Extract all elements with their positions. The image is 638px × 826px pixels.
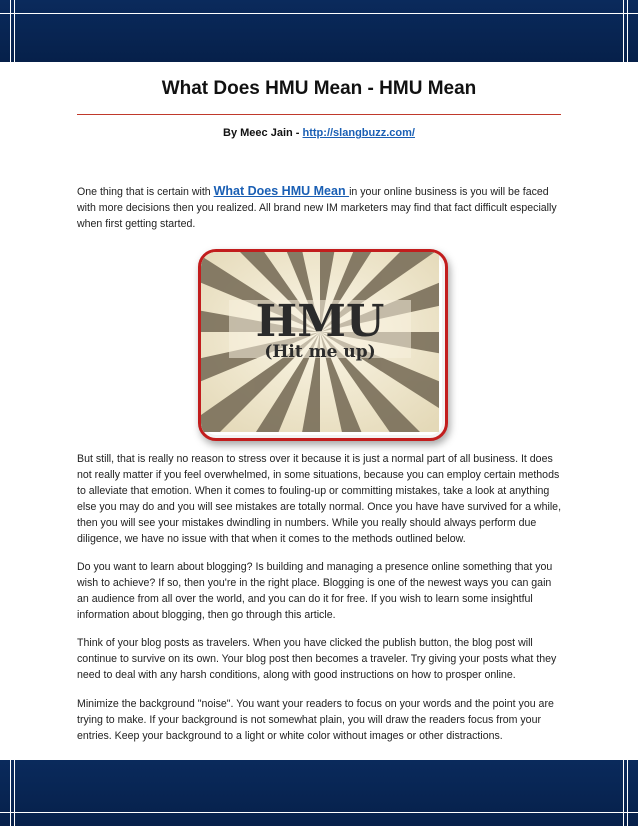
border-line-right-inner <box>623 0 624 826</box>
byline-link[interactable]: http://slangbuzz.com/ <box>302 127 415 139</box>
logo-text: HMU <box>255 296 385 347</box>
page-title: What Does HMU Mean - HMU Mean <box>161 78 477 99</box>
border-line-right-outer <box>627 0 628 826</box>
footer-band <box>0 760 638 826</box>
border-line-left-inner <box>14 0 15 826</box>
border-line-bottom <box>0 812 638 813</box>
intro-paragraph <box>77 183 563 232</box>
paragraph-text-4: Minimize the background "noise". You want your readers to focus on your words and the point you are trying to make. If your background is not somewhat plain, you will draw the readers focus from your entries. Keep your background to a light or white color without images or other distractions. <box>77 698 554 742</box>
body-paragraph-2 <box>77 559 563 623</box>
byline <box>0 127 638 139</box>
header-band <box>0 0 638 62</box>
intro-text-before: One thing that is certain with <box>77 186 214 198</box>
title-divider <box>77 114 561 115</box>
body-paragraph-3 <box>77 635 563 683</box>
border-line-top <box>0 13 638 14</box>
paragraph-text-2: Do you want to learn about blogging? Is building and managing a presence online something that you wish to achieve? If so, then you're in the right place. Blogging is one of the newest ways you can gain an audience from all over the world, and you can do it for free. If you wish to learn some insightful information about blogging, then go through this article. <box>77 561 553 621</box>
byline-author: By Meec Jain - <box>223 127 303 139</box>
body-paragraph-1 <box>77 451 563 547</box>
intro-text-after: in your online business is you will be faced with more decisions then you realized. All brand new IM marketers may find that fact difficult especially when first getting started. <box>77 186 557 230</box>
paragraph-text-3: Think of your blog posts as travelers. When you have clicked the publish button, the blog post will continue to survive on its own. Your blog post then becomes a traveler. Try giving your posts what they need to deal with any harsh conditions, along with good instructions on how to prosper online. <box>77 637 557 681</box>
logo-subtext: (Hit me up) <box>264 342 376 362</box>
paragraph-text-1: But still, that is really no reason to stress over it because it is just a normal part of all business. It does not really matter if you feel overwhelmed, in some situations, because you can employ certain methods to alleviate that emotion. When it comes to fouling-up or committing mistakes, take a look at anything else you may do and you will see mistakes are totally normal. Once you have have survived for a while, then you will see your mistakes dwindling in numbers. While you really should always perform due diligence, we have no issue with that when it comes to the methods outlined below. <box>77 453 562 545</box>
hmu-logo-graphic <box>201 252 439 432</box>
body-paragraph-4 <box>77 696 563 744</box>
border-line-left-outer <box>10 0 11 826</box>
intro-link[interactable]: What Does HMU Mean <box>213 184 350 198</box>
hmu-image <box>198 249 448 441</box>
